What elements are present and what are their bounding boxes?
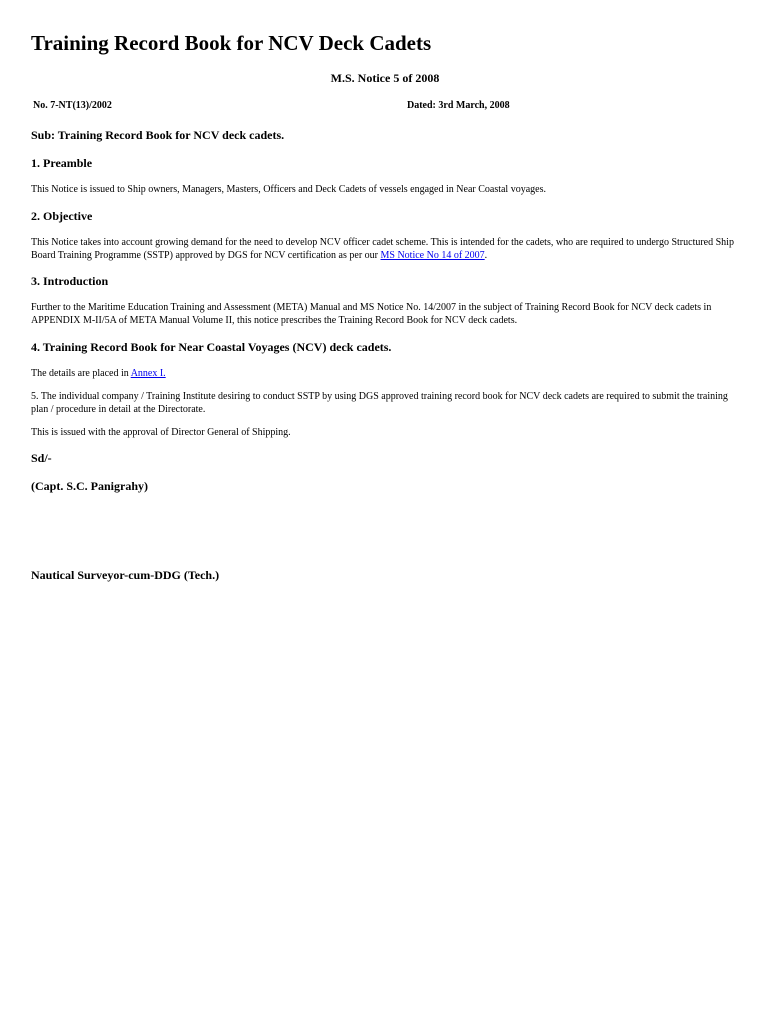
subject-heading: Sub: Training Record Book for NCV deck cadets. — [31, 128, 285, 142]
objective-text — [31, 236, 739, 262]
introduction-text: Further to the Maritime Education Training and Assessment (META) Manual and MS Notice No. 14/2007 in the subject of Training Record Book for NCV deck cadets in APPENDIX M-II/5A of META Manual Volume II, this notice prescribes the Training Record Book for NCV deck cadets. — [31, 302, 712, 326]
objective-heading: 2. Objective — [31, 209, 93, 223]
approval-text: This is issued with the approval of Director General of Shipping. — [31, 427, 291, 438]
ms-notice-14-link[interactable]: MS Notice No 14 of 2007 — [380, 250, 485, 261]
objective-text-body: This Notice takes into account growing demand for the need to develop NCV officer cadet scheme. This is intended for the cadets, who are required to undergo Structured Ship Board Training Programme (SSTP) approved by DGS for NCV certification as per our — [31, 237, 734, 261]
preamble-text: This Notice is issued to Ship owners, Managers, Masters, Officers and Deck Cadets of vessels engaged in Near Coastal voyages. — [31, 184, 546, 195]
reference-number: No. 7-NT(13)/2002 — [33, 100, 112, 111]
notice-number: M.S. Notice 5 of 2008 — [330, 71, 440, 85]
preamble-heading: 1. Preamble — [31, 156, 93, 170]
introduction-heading: 3. Introduction — [31, 274, 109, 288]
page-title: Training Record Book for NCV Deck Cadets — [31, 31, 432, 55]
reference-date: Dated: 3rd March, 2008 — [407, 100, 510, 111]
signatory-designation: Nautical Surveyor-cum-DDG (Tech.) — [31, 568, 220, 582]
signature-sd: Sd/- — [31, 451, 52, 465]
clause-5-text: 5. The individual company / Training Institute desiring to conduct SSTP by using DGS approved training record book for NCV deck cadets are required to submit the training plan / procedure in detail at the Directorate. — [31, 391, 728, 415]
signatory-name: (Capt. S.C. Panigrahy) — [31, 479, 149, 493]
record-book-text — [31, 367, 739, 380]
record-book-text-body: The details are placed in — [31, 368, 131, 379]
annex-i-link[interactable]: Annex I. — [130, 368, 166, 379]
record-book-heading: 4. Training Record Book for Near Coastal Voyages (NCV) deck cadets. — [31, 340, 392, 354]
objective-text-end: . — [484, 250, 488, 261]
